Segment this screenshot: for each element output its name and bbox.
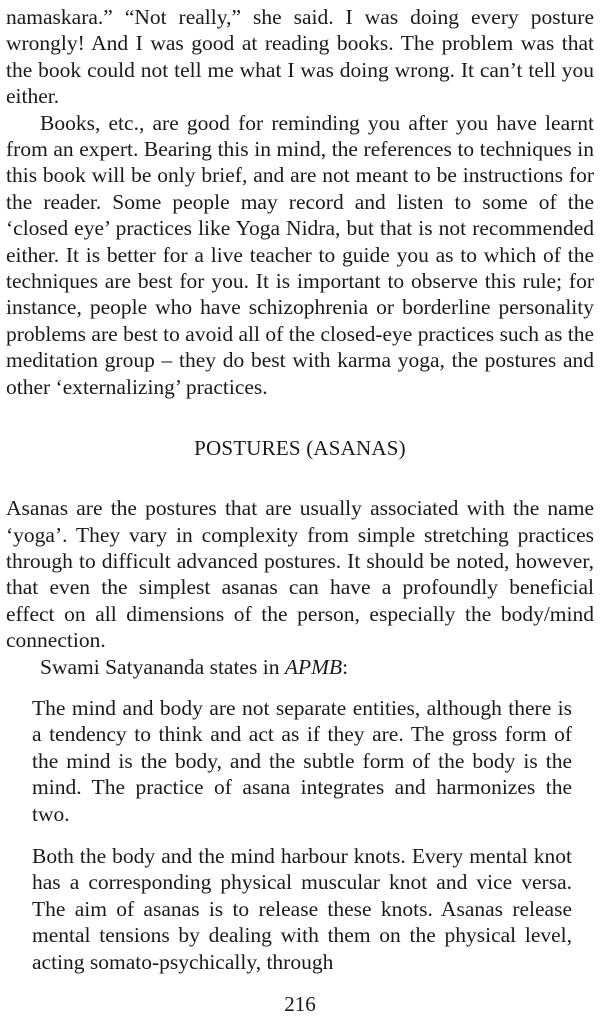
body-paragraph-1: namaskara.” “Not really,” she said. I was doing every posture wrongly! And I was good at reading books. The problem was that the book could not tell me what I was doing wrong. It can’t tell you either. [6, 5, 594, 109]
attribution-source: APMB [284, 654, 343, 679]
section-paragraph: Asanas are the postures that are usually associated with the name ‘yoga’. They vary in complexity from simple stretching practices through to difficult advanced postures. It should be noted, however, that even the simplest asanas can have a profoundly beneficial effect on all dimensions of the person, especially the body/mind connection. [6, 496, 594, 653]
quote-attribution [6, 654, 594, 680]
attribution-suffix: : [342, 654, 349, 679]
section-heading: POSTURES (ASANAS) [194, 436, 406, 461]
block-quote-1: The mind and body are not separate entities, although there is a tendency to think and act as if they are. The gross form of the mind is the body, and the subtle form of the body is the mind. The practice of asana integrates and harmonizes the two. [32, 695, 572, 826]
page-number: 216 [284, 992, 316, 1016]
block-quote-2: Both the body and the mind harbour knots. Every mental knot has a corresponding physical muscular knot and vice versa. The aim of asanas is to release these knots. Asanas release mental tensions by dealing with them on the physical level, acting somato-psychically, through [32, 843, 572, 974]
attribution-prefix: Swami Satyananda states in [40, 654, 285, 679]
book-page [6, 4, 594, 975]
body-paragraph-2: Books, etc., are good for reminding you after you have learnt from an expert. Bearing this in mind, the references to techniques in this book will be only brief, and are not meant to be instructions for the reader. Some people may record and listen to some of the ‘closed eye’ practices like Yoga Nidra, but that is not recommended either. It is better for a live teacher to guide you as to which of the techniques are best for you. It is important to observe this rule; for instance, people who have schizophrenia or borderline personality problems are best to avoid all of the closed-eye practices such as the meditation group – they do best with karma yoga, the postures and other ‘externalizing’ practices. [6, 110, 594, 399]
